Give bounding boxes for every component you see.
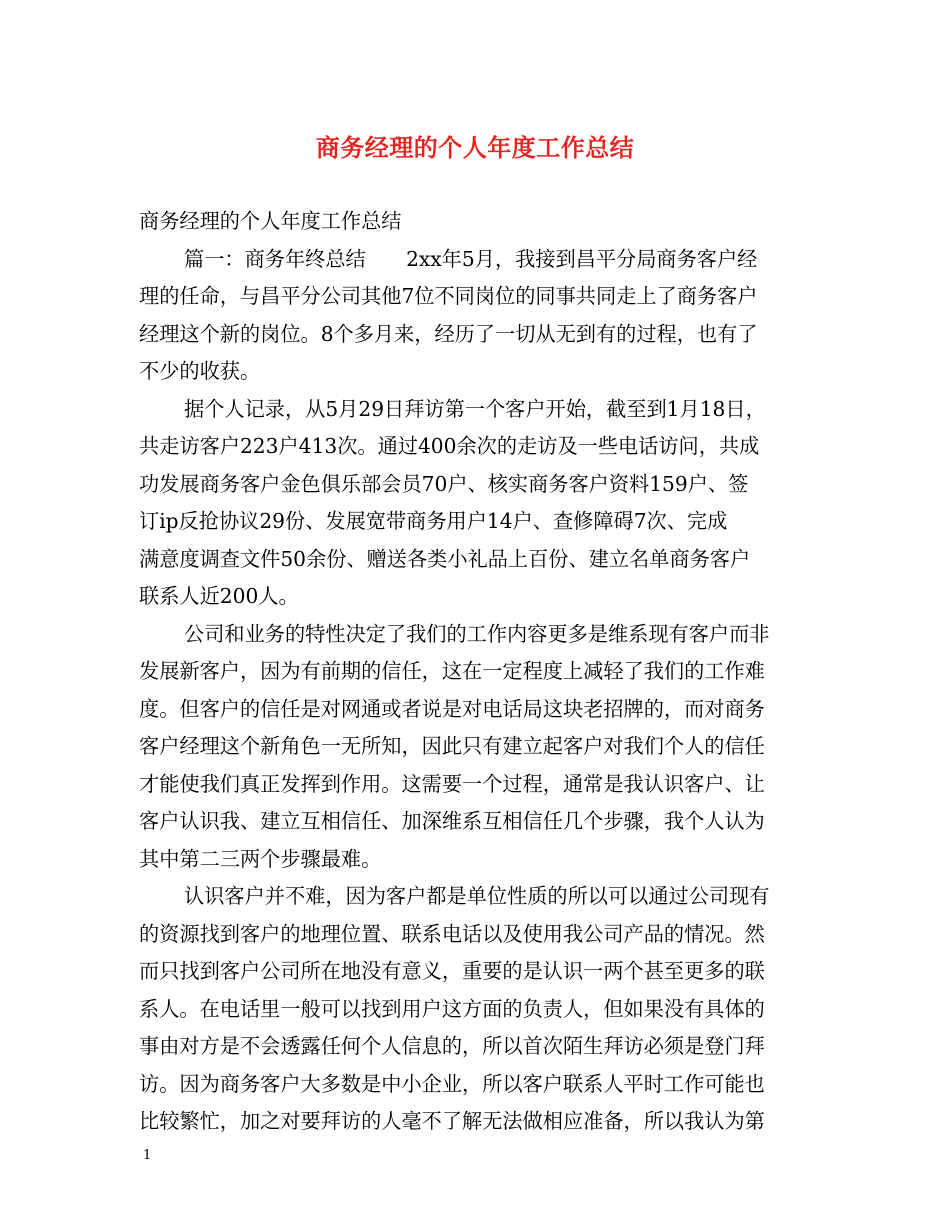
page-number: 1 (143, 1148, 152, 1163)
paragraph-line: 联系人近200人。 (139, 584, 299, 608)
paragraph-line: 系人。在电话里一般可以找到用户这方面的负责人，但如果没有具体的 (139, 996, 765, 1021)
paragraph-line: 据个人记录，从5月29日拜访第一个客户开始，截至到1月18日， (184, 396, 766, 421)
paragraph-line: 的资源找到客户的地理位置、联系电话以及使用我公司产品的情况。然 (139, 921, 765, 946)
paragraph-line: 满意度调查文件50余份、赠送各类小礼品上百份、建立名单商务客户 (139, 546, 751, 571)
paragraph-line: 客户经理这个新角色一无所知，因此只有建立起客户对我们个人的信任 (139, 734, 765, 758)
document-title: 商务经理的个人年度工作总结 (315, 133, 635, 162)
paragraph-line: 经理这个新的岗位。8个多月来，经历了一切从无到有的过程，也有了 (139, 321, 758, 346)
paragraph-line: 客户认识我、建立互相信任、加深维系互相信任几个步骤，我个人认为 (139, 809, 765, 833)
paragraph-line: 而只找到客户公司所在地没有意义，重要的是认识一两个甚至更多的联 (139, 959, 765, 983)
paragraph-line: 共走访客户223户413次。通过400余次的走访及一些电话访问，共成 (139, 434, 760, 458)
paragraph-line: 其中第二三两个步骤最难。 (139, 846, 382, 871)
paragraph-line: 比较繁忙，加之对要拜访的人毫不了解无法做相应准备，所以我认为第 (139, 1109, 765, 1133)
body-line-subtitle: 商务经理的个人年度工作总结 (139, 209, 402, 233)
paragraph-line: 发展新客户，因为有前期的信任，这在一定程度上减轻了我们的工作难 (139, 659, 765, 683)
paragraph-line: 认识客户并不难，因为客户都是单位性质的所以可以通过公司现有 (184, 884, 770, 908)
paragraph-line: 事由对方是不会透露任何个人信息的，所以首次陌生拜访必须是登门拜 (139, 1034, 765, 1058)
paragraph-line: 访。因为商务客户大多数是中小企业，所以客户联系人平时工作可能也 (139, 1071, 765, 1096)
paragraph-line: 理的任命，与昌平分公司其他7位不同岗位的同事共同走上了商务客户 (139, 284, 758, 308)
paragraph-line: 篇一：商务年终总结 2xx年5月，我接到昌平分局商务客户经 (184, 246, 758, 271)
paragraph-line: 才能使我们真正发挥到作用。这需要一个过程，通常是我认识客户、让 (139, 771, 765, 796)
document-body (139, 203, 821, 1141)
paragraph-line: 不少的收获。 (139, 359, 261, 383)
paragraph-line: 订ip反抢协议29份、发展宽带商务用户14户、查修障碍7次、完成 (139, 509, 728, 533)
paragraph-line: 度。但客户的信任是对网通或者说是对电话局这块老招牌的，而对商务 (139, 696, 765, 721)
paragraph-line: 公司和业务的特性决定了我们的工作内容更多是维系现有客户而非 (184, 621, 770, 646)
paragraph-line: 功发展商务客户金色俱乐部会员70户、核实商务客户资料159户、签 (139, 471, 749, 496)
